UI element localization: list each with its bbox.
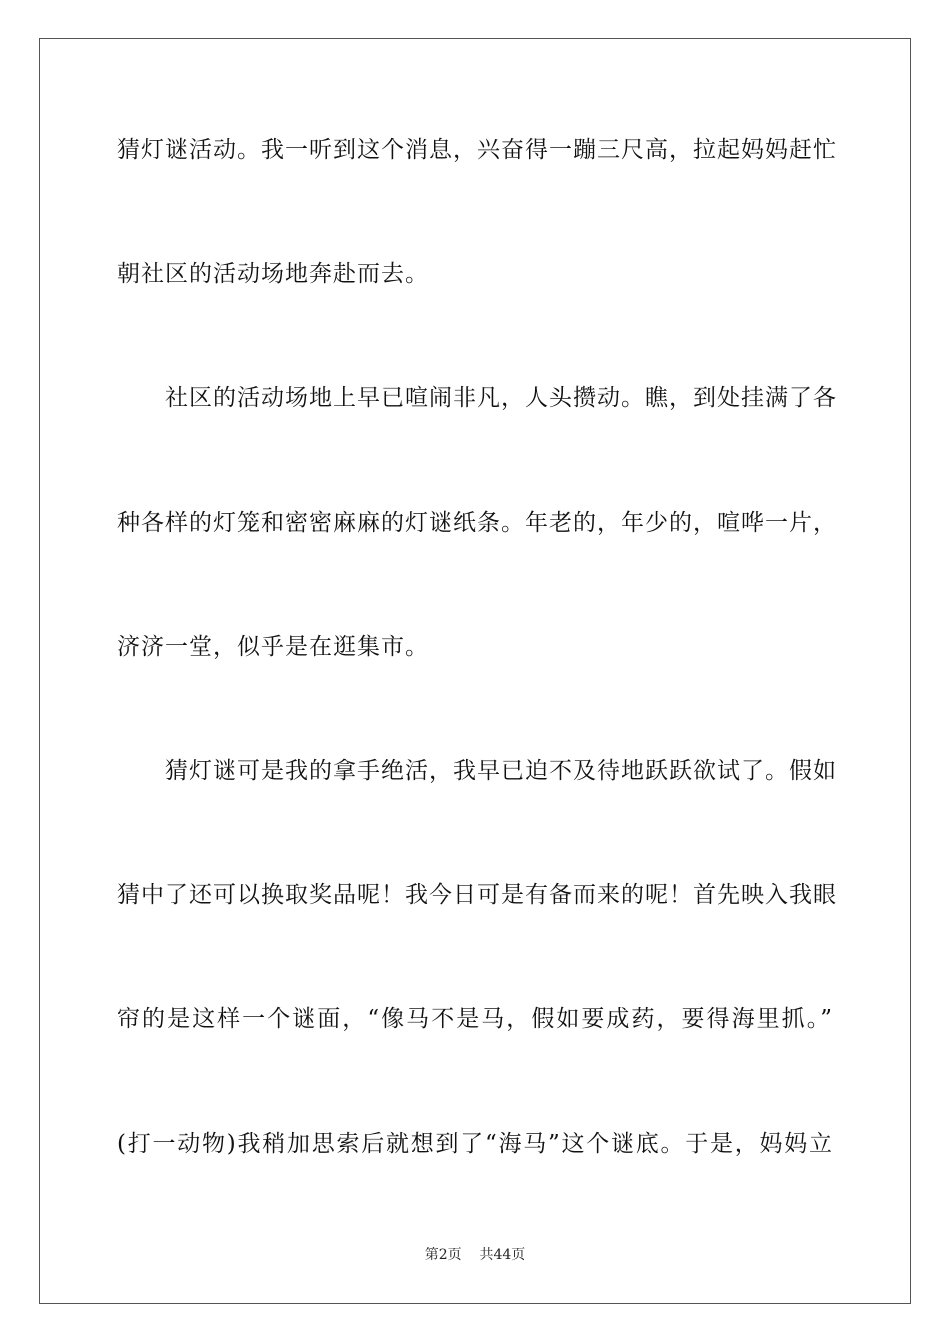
page-footer <box>0 1246 950 1264</box>
page-number: 第2页 <box>424 1247 462 1263</box>
paragraph-line: 猜灯谜活动。我一听到这个消息，兴奋得一蹦三尺高，拉起妈妈赶忙 <box>117 137 837 163</box>
page-border <box>39 38 911 1304</box>
paragraph-line: 社区的活动场地上早已喧闹非凡，人头攒动。瞧，到处挂满了各 <box>117 385 837 411</box>
paragraph-line: (打一动物)我稍加思索后就想到了“海马”这个谜底。于是，妈妈立 <box>117 1131 833 1157</box>
paragraph-line: 济济一堂，似乎是在逛集市。 <box>117 634 429 660</box>
paragraph-line: 帘的是这样一个谜面，“像马不是马，假如要成药，要得海里抓。” <box>117 1006 833 1032</box>
paragraph-line: 猜中了还可以换取奖品呢！我今日可是有备而来的呢！首先映入我眼 <box>117 882 837 908</box>
paragraph-line: 猜灯谜可是我的拿手绝活，我早已迫不及待地跃跃欲试了。假如 <box>117 758 837 784</box>
paragraph-line: 种各样的灯笼和密密麻麻的灯谜纸条。年老的，年少的，喧哗一片， <box>117 510 837 536</box>
paragraph-line: 朝社区的活动场地奔赴而去。 <box>117 261 429 287</box>
page-total: 共44页 <box>479 1247 526 1263</box>
